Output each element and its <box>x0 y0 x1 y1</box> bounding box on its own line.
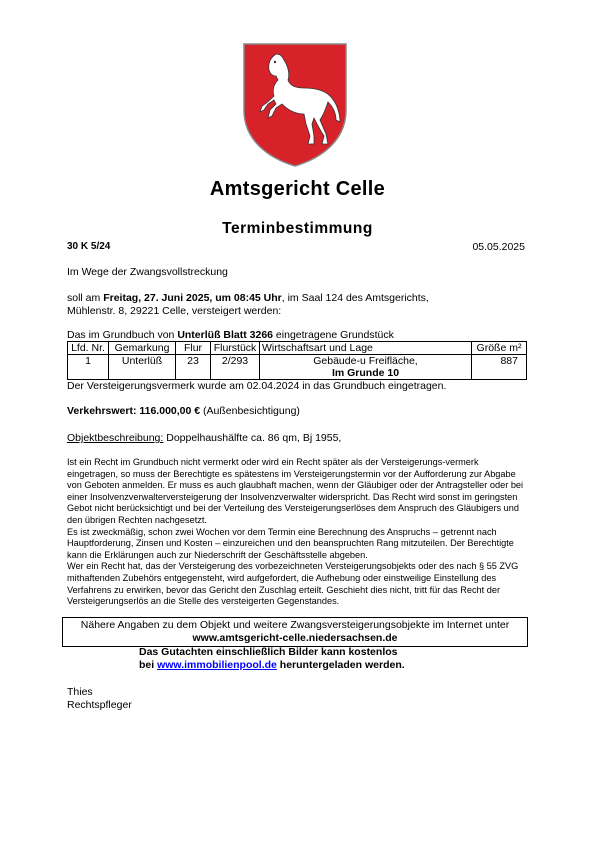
court-website-link[interactable]: www.amtsgericht-celle.niedersachsen.de <box>192 632 398 644</box>
case-number: 30 K 5/24 <box>67 241 111 252</box>
legal-paragraph-2: Es ist zweckmäßig, schon zwei Wochen vor dem Termin eine Berechnung des Anspruchs – getrennt nach Hauptforderung, Zinsen und Kosten – einzureichen und den beanspruchten Rang mitzuteilen. Der Berechtigte kann die Erklärungen auch zur Niederschrift der Geschäftsstelle abgeben. <box>67 526 514 560</box>
court-name: Amtsgericht Celle <box>209 178 386 200</box>
immobilienpool-link[interactable]: www.immobilienpool.de <box>157 659 277 671</box>
col-flur: Flur <box>176 342 211 355</box>
gutachten-prefix: bei <box>139 659 158 671</box>
info-box-text: Nähere Angaben zu dem Objekt und weitere Zwangsversteigerungsobjekte im Internet unter <box>80 619 510 631</box>
cell-groesse: 887 <box>472 355 527 380</box>
col-gemarkung: Gemarkung <box>109 342 176 355</box>
grundbuch-suffix: eingetragene Grundstück <box>273 329 394 341</box>
document-title: Terminbestimmung <box>222 220 373 237</box>
cell-wirtschaftsart-text: Gebäude-u Freifläche, <box>313 355 418 367</box>
vermerk-text: Der Versteigerungsvermerk wurde am 02.04.2024 in das Grundbuch eingetragen. <box>67 380 447 392</box>
gutachten-notice <box>139 646 405 672</box>
signer-role: Rechtspfleger <box>67 699 132 711</box>
legal-paragraph-3: Wer ein Recht hat, das der Versteigerung des vorbezeichneten Versteigerungsobjekts oder des nach § 55 ZVG mithaftenden Zubehörs entgegensteht, wird aufgefordert, die Aufhebung oder einstweilige Einstellung des Verfahrens zu erwirken, bevor das Gericht den Zuschlag erteilt. Geschieht dies nicht, tritt für das Recht der Versteigerungserlös an die Stelle des versteigerten Gegenstandes. <box>67 561 519 607</box>
legal-paragraph-1: Ist ein Recht im Grundbuch nicht vermerkt oder wird ein Recht später als der Versteigerungs-vermerk eingetragen, so muss der Berechtigte es spätestens im Versteigerungstermin vor der Aufforderung zur Abgabe von Geboten anmelden. Er muss es auch glaubhaft machen, wenn der Gläubiger oder der Antragsteller oder bei einer Insolvenzverwalterversteigerung der Insolvenzverwalter widerspricht. Das Recht wird sonst im geringsten Gebot nicht berücksichtigt und bei der Verteilung des Versteigerungserlöses dem Anspruch des Gläubigers und den übrigen Rechten nachgesetzt. <box>67 457 524 525</box>
parcel-table <box>67 341 527 380</box>
col-lfd-nr: Lfd. Nr. <box>68 342 109 355</box>
cell-flur: 23 <box>176 355 211 380</box>
verkehrswert <box>67 405 300 418</box>
objekt-text: Doppelhaushälfte ca. 86 qm, Bj 1955, <box>163 432 342 444</box>
auction-date-time: Freitag, 27. Juni 2025, um 08:45 Uhr <box>103 292 282 304</box>
col-flurstueck: Flurstück <box>211 342 260 355</box>
cell-flurstueck: 2/293 <box>211 355 260 380</box>
grundbuch-prefix: Das im Grundbuch von <box>67 329 178 341</box>
auction-suffix: , im Saal 124 des Amtsgerichts, <box>281 292 429 304</box>
auction-prefix: soll am <box>67 292 104 304</box>
info-box <box>62 617 528 647</box>
gutachten-suffix: heruntergeladen werden. <box>276 659 405 671</box>
col-wirtschaftsart: Wirtschaftsart und Lage <box>260 342 472 355</box>
cell-nr: 1 <box>68 355 109 380</box>
auction-address: Mühlenstr. 8, 29221 Celle, versteigert werden: <box>67 305 282 317</box>
objektbeschreibung <box>67 432 341 445</box>
lower-saxony-horse-crest <box>240 40 350 168</box>
intro-text: Im Wege der Zwangsvollstreckung <box>67 266 228 278</box>
gutachten-line2 <box>139 659 405 672</box>
grundbuch-register: Unterlüß Blatt 3266 <box>177 329 274 341</box>
col-groesse: Größe m² <box>472 342 527 355</box>
gutachten-line1: Das Gutachten einschließlich Bilder kann kostenlos <box>139 646 398 658</box>
verkehrswert-label: Verkehrswert: 116.000,00 € <box>67 405 201 417</box>
cell-lage: Im Grunde 10 <box>331 367 400 379</box>
document-date: 05.05.2025 <box>472 241 525 253</box>
auction-notice <box>67 292 537 318</box>
signer-name: Thies <box>67 686 93 698</box>
cell-wirtschaftsart <box>260 355 472 380</box>
parcel-header-row <box>68 342 527 355</box>
cell-gemarkung: Unterlüß <box>109 355 176 380</box>
legal-notice <box>67 457 529 608</box>
table-row <box>68 355 527 380</box>
signature-block <box>67 686 132 712</box>
objekt-label: Objektbeschreibung: <box>67 432 164 444</box>
verkehrswert-note: (Außenbesichtigung) <box>200 405 300 417</box>
